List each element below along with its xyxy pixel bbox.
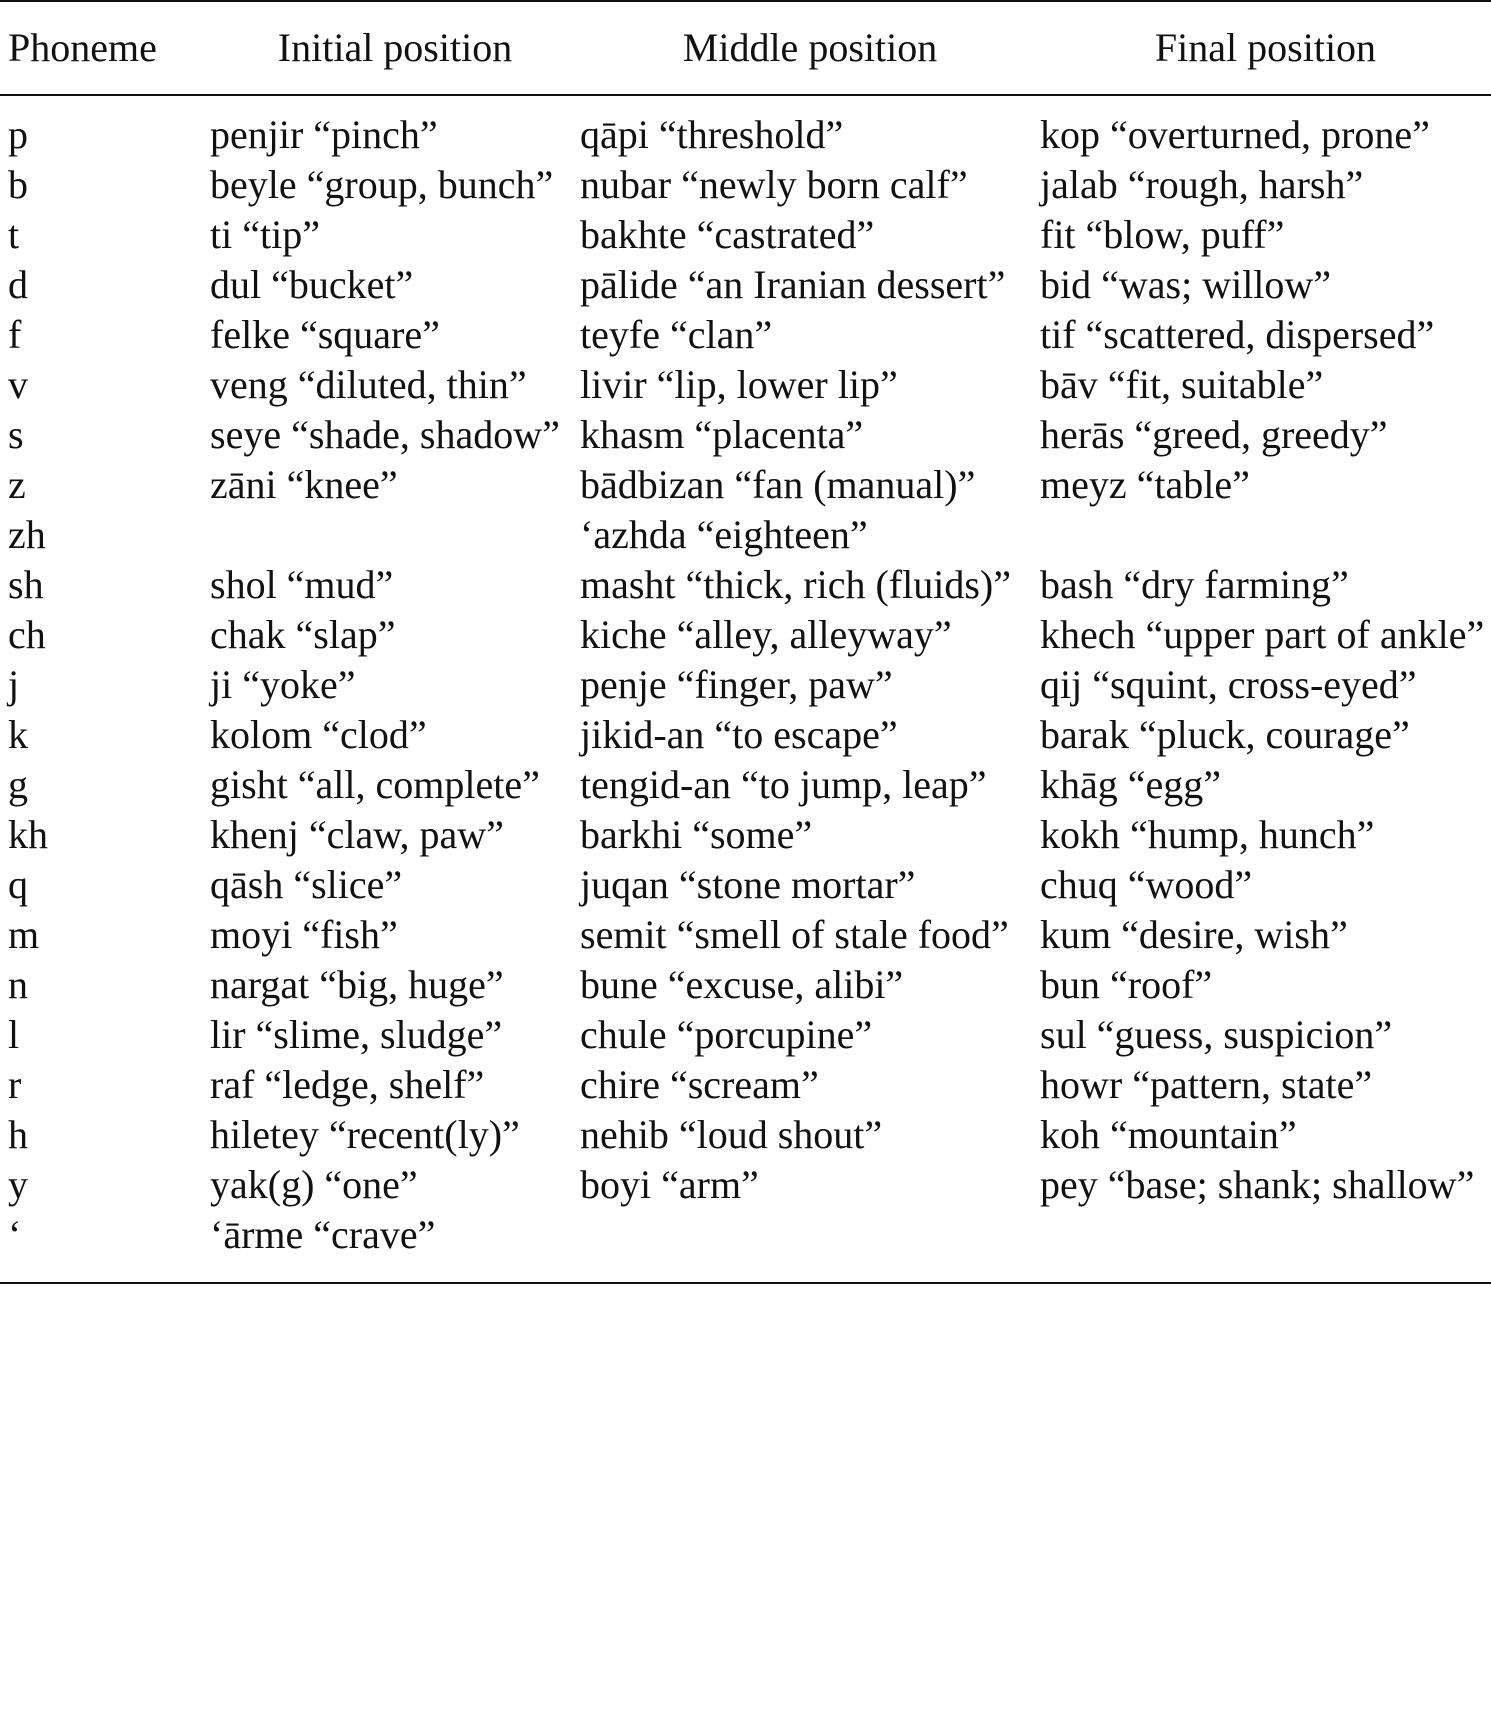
final-position-cell: howr “pattern, state”	[1040, 1062, 1373, 1107]
header-final-position: Final position	[1154, 25, 1377, 70]
header-phoneme: Phoneme	[8, 25, 157, 70]
middle-position-cell: qāpi “threshold”	[580, 112, 844, 157]
initial-position-cell: ji “yoke”	[210, 662, 356, 707]
middle-position-cell: teyfe “clan”	[580, 312, 773, 357]
middle-position-cell: jikid-an “to escape”	[580, 712, 898, 757]
final-position-cell: koh “mountain”	[1040, 1112, 1297, 1157]
final-position-cell: herās “greed, greedy”	[1040, 412, 1388, 457]
final-position-cell: jalab “rough, harsh”	[1040, 162, 1364, 207]
final-position-cell: pey “base; shank; shallow”	[1040, 1162, 1475, 1207]
table-row	[0, 360, 1491, 410]
middle-position-cell: livir “lip, lower lip”	[580, 362, 898, 407]
initial-position-cell: felke “square”	[210, 312, 440, 357]
table-row	[0, 260, 1491, 310]
table-row	[0, 310, 1491, 360]
table-row	[0, 910, 1491, 960]
initial-position-cell: veng “diluted, thin”	[210, 362, 527, 407]
middle-position-cell: nubar “newly born calf”	[580, 162, 968, 207]
table-row	[0, 1210, 1491, 1283]
middle-position-cell: nehib “loud shout”	[580, 1112, 883, 1157]
table-row	[0, 410, 1491, 460]
phoneme-cell: v	[8, 362, 28, 407]
middle-position-cell: kiche “alley, alleyway”	[580, 612, 952, 657]
final-position-cell: khech “upper part of ankle”	[1040, 612, 1485, 657]
phoneme-cell: t	[8, 212, 20, 257]
header-middle-position: Middle position	[682, 25, 938, 70]
initial-position-cell: ti “tip”	[210, 212, 320, 257]
table-row	[0, 560, 1491, 610]
table-row	[0, 710, 1491, 760]
middle-position-cell: juqan “stone mortar”	[580, 862, 916, 907]
middle-position-cell: ‘azhda “eighteen”	[580, 512, 868, 557]
middle-position-cell: semit “smell of stale food”	[580, 912, 1009, 957]
middle-position-cell: bādbizan “fan (manual)”	[580, 462, 976, 507]
middle-position-cell: barkhi “some”	[580, 812, 813, 857]
initial-position-cell: yak(g) “one”	[210, 1162, 418, 1207]
table-row	[0, 810, 1491, 860]
initial-position-cell: seye “shade, shadow”	[210, 412, 560, 457]
phoneme-cell: z	[8, 462, 26, 507]
table-row	[0, 460, 1491, 510]
initial-position-cell: raf “ledge, shelf”	[210, 1062, 485, 1107]
header-initial-position: Initial position	[277, 25, 513, 70]
phoneme-cell: d	[8, 262, 28, 307]
final-position-cell: kop “overturned, prone”	[1040, 112, 1430, 157]
table-row	[0, 95, 1491, 160]
phoneme-cell: q	[8, 862, 28, 907]
initial-position-cell: gisht “all, complete”	[210, 762, 540, 807]
initial-position-cell	[210, 510, 580, 560]
final-position-cell: bun “roof”	[1040, 962, 1213, 1007]
phoneme-cell: s	[8, 412, 24, 457]
table-header	[0, 1, 1491, 95]
table-body	[0, 95, 1491, 1283]
phoneme-cell: n	[8, 962, 28, 1007]
initial-position-cell: lir “slime, sludge”	[210, 1012, 503, 1057]
final-position-cell: kokh “hump, hunch”	[1040, 812, 1375, 857]
middle-position-cell: chire “scream”	[580, 1062, 819, 1107]
final-position-cell: chuq “wood”	[1040, 862, 1253, 907]
initial-position-cell: moyi “fish”	[210, 912, 398, 957]
table-row	[0, 960, 1491, 1010]
phoneme-cell: j	[8, 662, 20, 707]
initial-position-cell: penjir “pinch”	[210, 112, 438, 157]
final-position-cell	[1040, 1210, 1491, 1283]
table-row	[0, 760, 1491, 810]
middle-position-cell: khasm “placenta”	[580, 412, 864, 457]
table-row	[0, 1060, 1491, 1110]
phoneme-cell: l	[8, 1012, 20, 1057]
phoneme-cell: k	[8, 712, 28, 757]
initial-position-cell: zāni “knee”	[210, 462, 398, 507]
final-position-cell: tif “scattered, dispersed”	[1040, 312, 1435, 357]
phoneme-cell: kh	[8, 812, 48, 857]
phoneme-cell: ch	[8, 612, 46, 657]
final-position-cell: bash “dry farming”	[1040, 562, 1349, 607]
final-position-cell: meyz “table”	[1040, 462, 1250, 507]
phoneme-cell: h	[8, 1112, 28, 1157]
middle-position-cell: bune “excuse, alibi”	[580, 962, 904, 1007]
final-position-cell: khāg “egg”	[1040, 762, 1222, 807]
table-row	[0, 1160, 1491, 1210]
table-row	[0, 860, 1491, 910]
phoneme-cell: p	[8, 112, 28, 157]
final-position-cell: fit “blow, puff”	[1040, 212, 1285, 257]
header-row	[0, 1, 1491, 95]
table-row	[0, 610, 1491, 660]
initial-position-cell: kolom “clod”	[210, 712, 427, 757]
initial-position-cell: ‘ārme “crave”	[210, 1212, 436, 1257]
phoneme-cell: zh	[8, 512, 46, 557]
middle-position-cell: bakhte “castrated”	[580, 212, 875, 257]
final-position-cell: bid “was; willow”	[1040, 262, 1332, 307]
table-row	[0, 1010, 1491, 1060]
phoneme-cell: g	[8, 762, 28, 807]
final-position-cell: sul “guess, suspicion”	[1040, 1012, 1393, 1057]
phoneme-cell: y	[8, 1162, 28, 1207]
table-row	[0, 210, 1491, 260]
middle-position-cell: penje “finger, paw”	[580, 662, 893, 707]
table-row	[0, 160, 1491, 210]
middle-position-cell: pālide “an Iranian dessert”	[580, 262, 1006, 307]
middle-position-cell: boyi “arm”	[580, 1162, 759, 1207]
phoneme-cell: f	[8, 312, 22, 357]
final-position-cell: kum “desire, wish”	[1040, 912, 1348, 957]
initial-position-cell: khenj “claw, paw”	[210, 812, 504, 857]
initial-position-cell: chak “slap”	[210, 612, 396, 657]
initial-position-cell: nargat “big, huge”	[210, 962, 504, 1007]
initial-position-cell: hiletey “recent(ly)”	[210, 1112, 520, 1157]
final-position-cell	[1040, 510, 1491, 560]
phoneme-cell: r	[8, 1062, 22, 1107]
phoneme-cell: m	[8, 912, 40, 957]
middle-position-cell: masht “thick, rich (fluids)”	[580, 562, 1011, 607]
initial-position-cell: shol “mud”	[210, 562, 394, 607]
middle-position-cell: tengid-an “to jump, leap”	[580, 762, 987, 807]
initial-position-cell: beyle “group, bunch”	[210, 162, 554, 207]
phoneme-cell: b	[8, 162, 28, 207]
table-row	[0, 1110, 1491, 1160]
initial-position-cell: dul “bucket”	[210, 262, 414, 307]
initial-position-cell: qāsh “slice”	[210, 862, 403, 907]
table-row	[0, 660, 1491, 710]
phoneme-cell: sh	[8, 562, 44, 607]
table-row	[0, 510, 1491, 560]
middle-position-cell	[580, 1210, 1040, 1283]
final-position-cell: bāv “fit, suitable”	[1040, 362, 1324, 407]
phoneme-cell: ‘	[8, 1212, 22, 1257]
final-position-cell: barak “pluck, courage”	[1040, 712, 1410, 757]
middle-position-cell: chule “porcupine”	[580, 1012, 873, 1057]
final-position-cell: qij “squint, cross-eyed”	[1040, 662, 1417, 707]
